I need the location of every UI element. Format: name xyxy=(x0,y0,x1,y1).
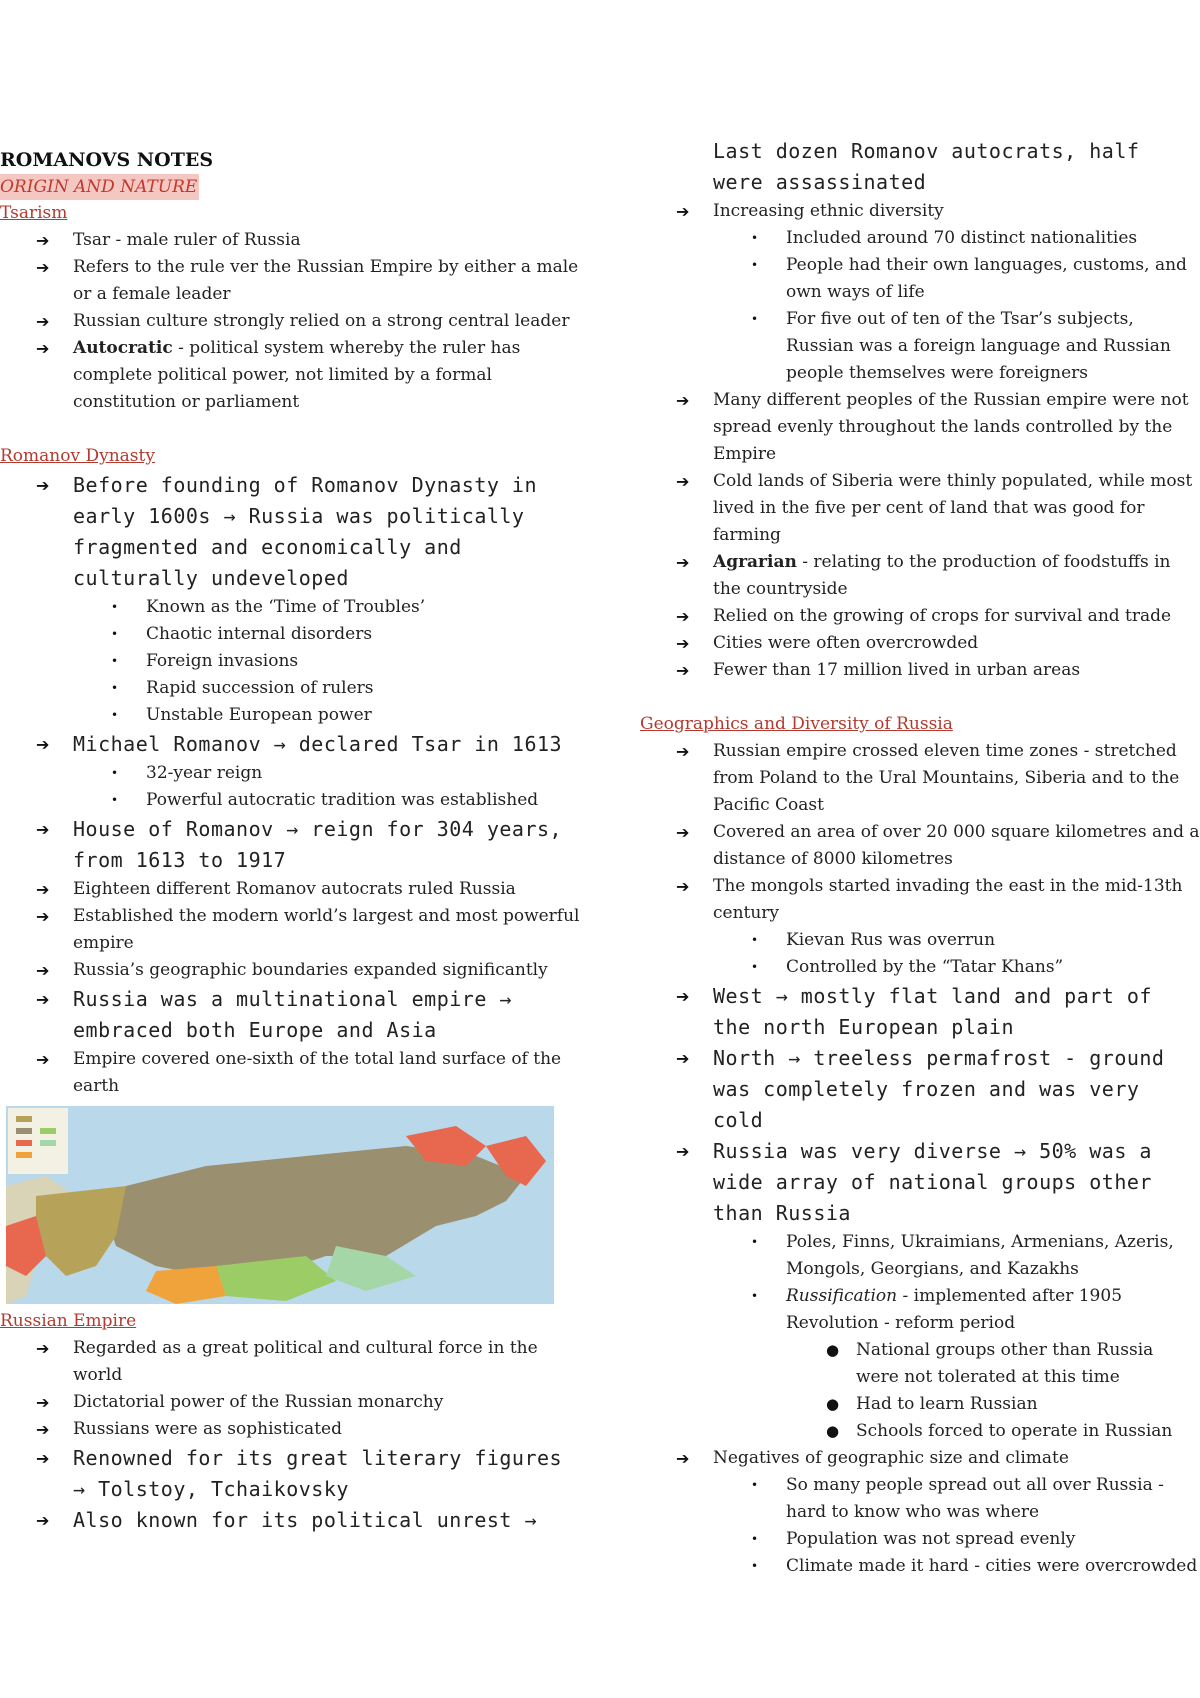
sub-item: • Unstable European power xyxy=(0,702,580,729)
list-item: ➔ Fewer than 17 million lived in urban areas xyxy=(640,657,1200,684)
list-item: ➔ Tsar - male ruler of Russia xyxy=(0,227,580,254)
map-graphic xyxy=(6,1106,554,1304)
list-item: ➔ Relied on the growing of crops for survival and trade xyxy=(640,603,1200,630)
list-item: ➔ House of Romanov → reign for 304 years, from 1613 to 1917 xyxy=(0,814,580,876)
list-item: ➔ Established the modern world’s largest and most powerful empire xyxy=(0,903,580,957)
list-item: ➔ Russia was very diverse → 50% was a wide array of national groups other than Russia xyxy=(640,1136,1200,1229)
list-item: ➔ Dictatorial power of the Russian monarchy xyxy=(0,1389,580,1416)
sub-item: • Poles, Finns, Ukraimians, Armenians, Azeris, Mongols, Georgians, and Kazakhs xyxy=(640,1229,1200,1283)
list-item: ➔ Russia’s geographic boundaries expanded significantly xyxy=(0,957,580,984)
sub-item: • Climate made it hard - cities were overcrowded xyxy=(640,1553,1200,1580)
list-item: ➔ Renowned for its great literary figures → Tolstoy, Tchaikovsky xyxy=(0,1443,580,1505)
list-item: ➔ Before founding of Romanov Dynasty in early 1600s → Russia was politically fragmented and economically and culturally undeveloped xyxy=(0,470,580,594)
sub-item: • People had their own languages, customs, and own ways of life xyxy=(640,252,1200,306)
sub-item: • For five out of ten of the Tsar’s subjects, Russian was a foreign language and Russian people themselves were foreigners xyxy=(640,306,1200,387)
sub-item: • Included around 70 distinct nationalities xyxy=(640,225,1200,252)
page-title: ROMANOVS NOTES xyxy=(0,149,214,171)
empire-list xyxy=(0,1335,580,1536)
list-item xyxy=(640,549,1200,603)
heading-geographics: Geographics and Diversity of Russia xyxy=(640,714,953,734)
list-item: ➔ Refers to the rule ver the Russian Empire by either a male or a female leader xyxy=(0,254,580,308)
list-item xyxy=(0,335,580,416)
sub-item: • 32-year reign xyxy=(0,760,580,787)
list-item: ➔ Many different peoples of the Russian empire were not spread evenly throughout the lands controlled by the Empire xyxy=(640,387,1200,468)
list-item: ➔ Michael Romanov → declared Tsar in 1613 xyxy=(0,729,580,760)
tsarism-list xyxy=(0,227,580,416)
sub-sub-item: ● Had to learn Russian xyxy=(640,1391,1200,1418)
list-item: ➔ Russians were as sophisticated xyxy=(0,1416,580,1443)
heading-tsarism: Tsarism xyxy=(0,203,68,223)
geo-list xyxy=(640,738,1200,1580)
list-item: ➔ Russia was a multinational empire → embraced both Europe and Asia xyxy=(0,984,580,1046)
sub-item: • Kievan Rus was overrun xyxy=(640,927,1200,954)
sub-item: • Foreign invasions xyxy=(0,648,580,675)
right-column xyxy=(640,136,1200,1580)
section-label: ORIGIN AND NATURE xyxy=(0,174,199,200)
sub-sub-item: ● National groups other than Russia were not tolerated at this time xyxy=(640,1337,1200,1391)
continued-text: Last dozen Romanov autocrats, half were assassinated xyxy=(713,139,1140,194)
definition-text: - political system whereby the ruler has complete political power, not limited by a formal constitution or parliament xyxy=(73,338,521,412)
sub-item: • Rapid succession of rulers xyxy=(0,675,580,702)
diversity-list xyxy=(640,198,1200,684)
sub-item: • Population was not spread evenly xyxy=(640,1526,1200,1553)
list-item: ➔ Regarded as a great political and cultural force in the world xyxy=(0,1335,580,1389)
list-item: ➔ Cities were often overcrowded xyxy=(640,630,1200,657)
definition-text: - relating to the production of foodstuffs in the countryside xyxy=(713,552,1171,599)
list-item: ➔ Cold lands of Siberia were thinly populated, while most lived in the five per cent of land that was good for farming xyxy=(640,468,1200,549)
list-item: ➔ Also known for its political unrest → xyxy=(0,1505,580,1536)
sub-item: • Chaotic internal disorders xyxy=(0,621,580,648)
list-item: ➔ Russian empire crossed eleven time zones - stretched from Poland to the Ural Mountains, Siberia and to the Pacific Coast xyxy=(640,738,1200,819)
sub-item: • Powerful autocratic tradition was established xyxy=(0,787,580,814)
left-column xyxy=(0,146,580,1536)
list-item: ➔ North → treeless permafrost - ground was completely frozen and was very cold xyxy=(640,1043,1200,1136)
term-agrarian: Agrarian xyxy=(713,552,797,572)
sub-item: • So many people spread out all over Russia - hard to know who was where xyxy=(640,1472,1200,1526)
list-item: ➔ Eighteen different Romanov autocrats ruled Russia xyxy=(0,876,580,903)
term-autocratic: Autocratic xyxy=(73,338,173,358)
heading-romanov-dynasty: Romanov Dynasty xyxy=(0,446,155,466)
sub-item: • Controlled by the “Tatar Khans” xyxy=(640,954,1200,981)
dynasty-list xyxy=(0,470,580,1100)
definition-text: - implemented after 1905 Revolution - reform period xyxy=(786,1286,1123,1333)
list-item: ➔ Covered an area of over 20 000 square kilometres and a distance of 8000 kilometres xyxy=(640,819,1200,873)
heading-russian-empire: Russian Empire xyxy=(0,1311,137,1331)
list-item: ➔ The mongols started invading the east in the mid-13th century xyxy=(640,873,1200,927)
sub-item: • Known as the ‘Time of Troubles’ xyxy=(0,594,580,621)
list-item: ➔ Increasing ethnic diversity xyxy=(640,198,1200,225)
list-item: ➔ Negatives of geographic size and climate xyxy=(640,1445,1200,1472)
sub-item xyxy=(640,1283,1200,1337)
list-item: ➔ Empire covered one-sixth of the total land surface of the earth xyxy=(0,1046,580,1100)
russian-empire-map xyxy=(6,1106,554,1304)
term-russification: Russification xyxy=(786,1286,898,1306)
list-item: ➔ Russian culture strongly relied on a strong central leader xyxy=(0,308,580,335)
list-item: ➔ West → mostly flat land and part of the north European plain xyxy=(640,981,1200,1043)
sub-sub-item: ● Schools forced to operate in Russian xyxy=(640,1418,1200,1445)
